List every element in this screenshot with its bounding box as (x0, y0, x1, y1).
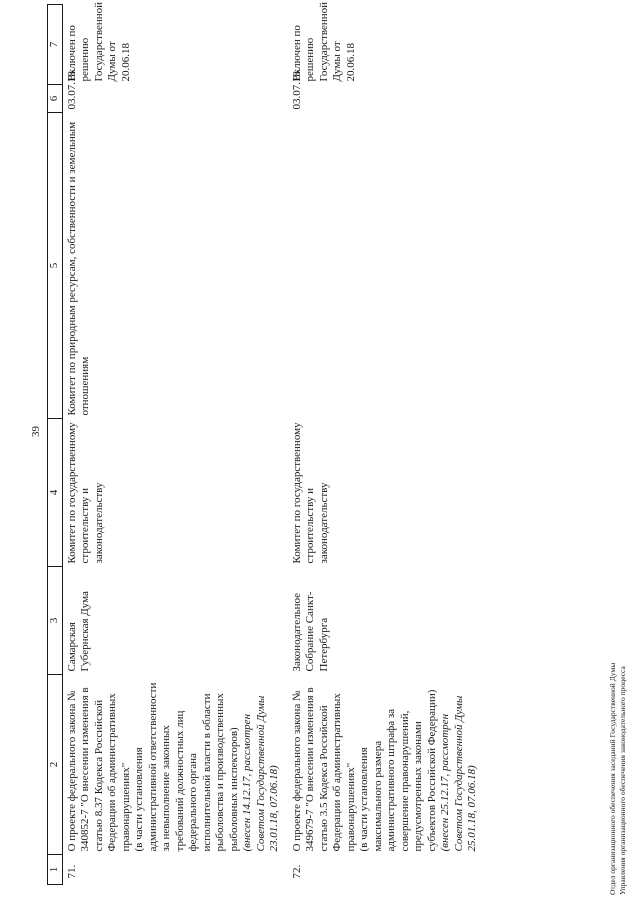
bill-title: О проекте федерального закона № 340852-7 "О внесении изменения в статью 8.37 Кодекса Российской Федерации об административных правонарушениях" (65, 687, 132, 852)
co-committee: Комитет по природным ресурсам, собственности и земельным отношениям (65, 121, 91, 416)
footer-line: Отдел организационного обеспечения заседаний Государственной Думы (608, 662, 617, 895)
co-committee (288, 113, 486, 419)
footer (608, 663, 628, 895)
column-header: 1 (48, 855, 63, 885)
status: Включен по решению Государственной Думы от 20.06.18 (290, 1, 357, 82)
column-header: 6 (48, 85, 63, 113)
row-number: 72. (290, 864, 303, 879)
bill-description (62, 675, 288, 855)
bill-description (288, 675, 486, 855)
bill-detail: (в части установления административной ответственности за невыполнение законных требований должностных лиц федерального органа исполнительной власти в области рыболовства и производственных рыболовных инспекторов) (133, 682, 240, 852)
table-row (288, 5, 486, 885)
agenda-table (47, 1, 486, 885)
page-number: 39 (30, 426, 42, 437)
table-row (62, 5, 288, 885)
date: 03.07.18 (65, 71, 78, 110)
bill-note: (внесен 14.12.17, рассмотрен Советом Государственной Думы 23.01.18, 07.06.18) (241, 695, 280, 852)
initiator: Самарская Губернская Дума (65, 591, 91, 672)
status: Включен по решению Государственной Думы от 20.06.18 (65, 1, 132, 82)
column-header: 5 (48, 113, 63, 419)
column-header: 7 (48, 5, 63, 85)
footer-line: Управления организационного обеспечения законодательного процесса (618, 666, 627, 895)
responsible-committee: Комитет по государственному строительству и законодательству (290, 422, 330, 564)
date: 03.07.18 (290, 71, 303, 110)
column-header: 2 (48, 675, 63, 855)
row-number: 71. (65, 864, 78, 879)
column-header-row (48, 5, 63, 885)
bill-title: О проекте федерального закона № 349679-7 "О внесении изменения в статью 3.5 Кодекса Российской Федерации об административных правонарушениях" (290, 687, 357, 852)
column-header: 3 (48, 567, 63, 675)
bill-note: (внесен 25.12.17, рассмотрен Советом Государственной Думы 25.01.18, 07.06.18) (439, 695, 478, 852)
initiator: Законодательное Собрание Санкт-Петербурга (290, 591, 330, 672)
bill-detail: (в части установления максимального размера административного штрафа за совершение правонарушений, предусмотренных законами субъектов Российской Федерации) (358, 689, 438, 852)
responsible-committee: Комитет по государственному строительству и законодательству (65, 422, 105, 564)
column-header: 4 (48, 419, 63, 567)
